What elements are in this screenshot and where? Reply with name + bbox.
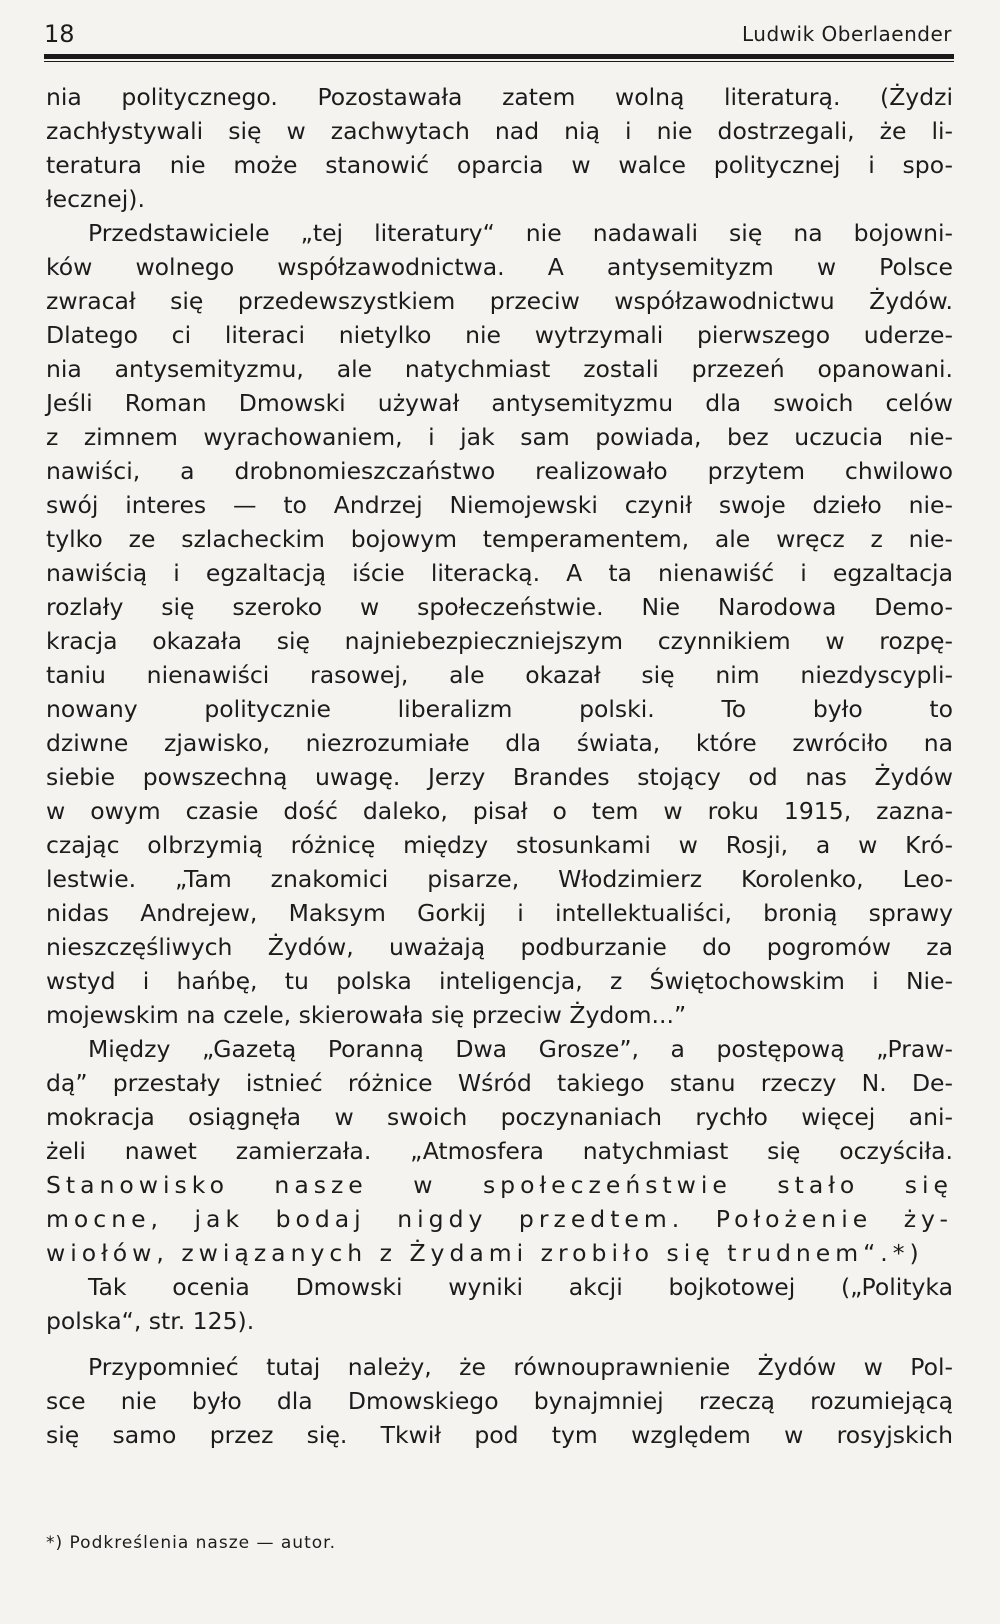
running-header (44, 18, 952, 54)
header-rule (44, 54, 954, 59)
text-line: nidas Andrejew, Maksym Gorkij i intellektualiści, bronią sprawy (46, 899, 953, 927)
text-line: siebie powszechną uwagę. Jerzy Brandes stojący od nas Żydów (46, 763, 953, 791)
running-head-author: Ludwik Oberlaender (742, 22, 952, 46)
text-line: swój interes — to Andrzej Niemojewski czynił swoje dzieło nie- (46, 491, 953, 519)
text-line: Tak ocenia Dmowski wyniki akcji bojkotowej („Polityka (88, 1273, 953, 1301)
text-line: Dlatego ci literaci nietylko nie wytrzymali pierwszego uderze- (46, 321, 953, 349)
text-line: czając olbrzymią różnicę między stosunkami w Rosji, a w Kró- (46, 831, 953, 859)
text-line: Jeśli Roman Dmowski używał antysemityzmu dla swoich celów (46, 389, 953, 417)
text-line: mojewskim na czele, skierowała się przeciw Żydom...” (46, 1001, 687, 1029)
text-line: Przypomnieć tutaj należy, że równouprawnienie Żydów w Pol- (88, 1353, 953, 1381)
text-line: ków wolnego współzawodnictwa. A antysemityzm w Polsce (46, 253, 953, 281)
text-line: polska“, str. 125). (46, 1307, 255, 1335)
text-line: żeli nawet zamierzała. „Atmosfera natychmiast się oczyściła. (46, 1137, 953, 1165)
text-line: rozlały się szeroko w społeczeństwie. Nie Narodowa Demo- (46, 593, 953, 621)
text-line: nieszczęśliwych Żydów, uważają podburzanie do pogromów za (46, 933, 953, 961)
text-line: w owym czasie dość daleko, pisał o tem w roku 1915, zazna- (46, 797, 953, 825)
text-line: kracja okazała się najniebezpieczniejszym czynnikiem w rozpę- (46, 627, 953, 655)
page-number: 18 (44, 20, 75, 48)
text-line: nia antysemityzmu, ale natychmiast zostali przezeń opanowani. (46, 355, 953, 383)
text-line: dą” przestały istnieć różnice Wśród takiego stanu rzeczy N. De- (46, 1069, 953, 1097)
text-line: mocne, jak bodaj nigdy przedtem. Położenie ży- (46, 1205, 953, 1233)
text-line: teratura nie może stanowić oparcia w walce politycznej i spo- (46, 151, 953, 179)
text-line: zachłystywali się w zachwytach nad nią i nie dostrzegali, że li- (46, 117, 953, 145)
text-line: zwracał się przedewszystkiem przeciw współzawodnictwu Żydów. (46, 287, 953, 315)
text-line: mokracja osiągnęła w swoich poczynaniach rychło więcej ani- (46, 1103, 953, 1131)
text-line: nowany politycznie liberalizm polski. To było to (46, 695, 953, 723)
text-line: się samo przez się. Tkwił pod tym względem w rosyjskich (46, 1421, 953, 1449)
text-line: wiołów, związanych z Żydami zrobiło się trudnem“.*) (46, 1239, 924, 1267)
text-line: wstyd i hańbę, tu polska inteligencja, z Świętochowskim i Nie- (46, 967, 953, 995)
text-line: nawiścią i egzaltacją iście literacką. A ta nienawiść i egzaltacja (46, 559, 953, 587)
text-line: nawiści, a drobnomieszczaństwo realizowało przytem chwilowo (46, 457, 953, 485)
text-line: tylko ze szlacheckim bojowym temperamentem, ale wręcz z nie- (46, 525, 953, 553)
text-line: z zimnem wyrachowaniem, i jak sam powiada, bez uczucia nie- (46, 423, 953, 451)
text-line: Między „Gazetą Poranną Dwa Grosze”, a postępową „Praw- (88, 1035, 953, 1063)
text-line: taniu nienawiści rasowej, ale okazał się nim niezdyscypli- (46, 661, 953, 689)
text-line: łecznej). (46, 185, 145, 213)
text-line: dziwne zjawisko, niezrozumiałe dla świata, które zwróciło na (46, 729, 953, 757)
text-line: nia politycznego. Pozostawała zatem wolną literaturą. (Żydzi (46, 83, 953, 111)
text-line: lestwie. „Tam znakomici pisarze, Włodzimierz Korolenko, Leo- (46, 865, 953, 893)
text-line: sce nie było dla Dmowskiego bynajmniej rzeczą rozumiejącą (46, 1387, 953, 1415)
text-line: Przedstawiciele „tej literatury“ nie nadawali się na bojowni- (88, 219, 953, 247)
text-line: Stanowisko nasze w społeczeństwie stało się (46, 1171, 953, 1199)
header-rule-thin (44, 61, 954, 62)
footnote: *) Podkreślenia nasze — autor. (46, 1533, 336, 1553)
body-text (46, 80, 953, 1452)
